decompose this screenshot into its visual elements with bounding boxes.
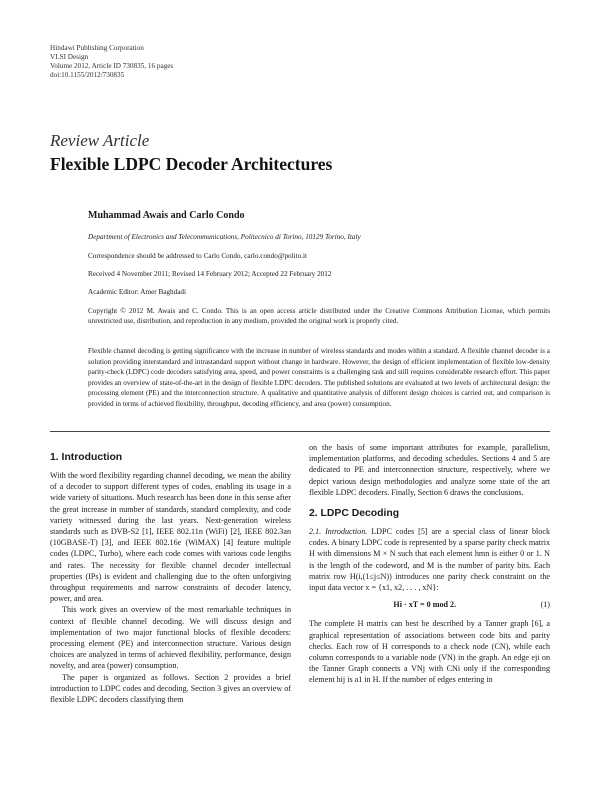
intro-paragraph-1: With the word flexibility regarding channel decoding, we mean the ability of a decoder to support different types of codes, enabling its usage in a wide variety of situations. Much research has been done in this sense after the great increase in number of standards, standard complexity, and code variety witnessed during the last years. Next-generation wireless standards such as DVB-S2 [1], IEEE 802.11n (WiFi) [2], IEEE 802.3an (10GBASE-T) [3], and IEEE 802.16e (WiMAX) [4] feature multiple codes (LDPC, Turbo), where each code comes with various code lengths and rates. The necessity for flexible channel decoder intellectual properties (IPs) is evident and challenging due to the often unforgiving throughput requirements and narrow constraints of decoder latency, power, and area. [50,471,291,604]
correspondence: Correspondence should be addressed to Carlo Condo, carlo.condo@polito.it [88,252,308,260]
ldpc-intro-text: LDPC codes [5] are a special class of linear block codes. A binary LDPC code is represented by a sparse parity check matrix H with dimensions M × N such that each element hmn is either 0 or 1. N is the length of the codeword, and M is the number of parity bits. Each matrix row H(i,(1≤j≤N)) introduces one parity check constraint on the input data vector x = {x1, x2, . . . , xN}: [309,527,550,593]
affiliation: Department of Electronics and Telecommunications, Politecnico di Torino, 10129 Torino, Italy [88,233,361,241]
intro-paragraph-3: The paper is organized as follows. Section 2 provides a brief introduction to LDPC codes and decoding. Section 3 gives an overview of flexible LDPC decoders classifying them [50,672,291,705]
author-list: Muhammad Awais and Carlo Condo [88,210,245,221]
paper-title: Flexible LDPC Decoder Architectures [50,154,333,174]
ldpc-intro-paragraph [309,526,550,593]
subsection-heading: 2.1. Introduction. [309,527,368,537]
volume-line: Volume 2012, Article ID 730835, 16 pages [50,62,174,70]
journal-name: VLSI Design [50,53,89,61]
publisher-line: Hindawi Publishing Corporation [50,44,144,52]
equation-number: (1) [540,600,550,610]
right-column [309,442,550,686]
academic-editor: Academic Editor: Amer Baghdadi [88,288,186,296]
equation-1 [309,599,550,610]
intro-paragraph-3-continued: on the basis of some important attributes for example, parallelism, implementation platforms, and decoding schedules. Sections 4 and 5 are dedicated to PE and interconnection structure, respectively, where we depict various design methodologies and analyze some state of the art flexible LDPC decoders. Finally, Section 6 draws the conclusions. [309,443,550,497]
received-dates: Received 4 November 2011; Revised 14 February 2012; Accepted 22 February 2012 [88,270,332,278]
abstract: Flexible channel decoding is getting significance with the increase in number of wireless standards and modes within a standard. A flexible channel decoder is a solution providing interstandard and intrastandard support without change in hardware. However, the design of efficient implementation of flexible low-density parity-check (LDPC) code decoders satisfying area, speed, and power constraints is a challenging task and still requires considerable research effort. This paper provides an overview of state-of-the-art in the design of flexible LDPC decoders. The published solutions are evaluated at two levels of architectural design: the processing element (PE) and the interconnection structure. A qualitative and quantitative analysis of different design choices is carried out, and comparison is provided in terms of achieved flexibility, throughput, decoding efficiency, and area (power) consumption. [88,347,550,408]
section-heading-ldpc-decoding: 2. LDPC Decoding [309,508,400,520]
intro-paragraph-2: This work gives an overview of the most remarkable techniques in context of flexible channel decoding. We will discuss design and implementation of two major functional blocks of flexible decoders: processing element (PE) and interconnection structure. Various design choices are analyzed in terms of achieved flexibility, performance, design novelty, and area (power) consumption. [50,605,291,671]
left-column [50,452,291,705]
section-heading-introduction: 1. Introduction [50,452,123,463]
copyright-notice: Copyright © 2012 M. Awais and C. Condo. This is an open access article distributed under the Creative Commons Attribution License, which permits unrestricted use, distribution, and reproduction in any medium, provided the original work is properly cited. [88,307,550,325]
equation-body: Hi · xT = 0 mod 2. [393,600,457,610]
section-divider [50,431,550,432]
article-type: Review Article [50,131,150,150]
tanner-graph-paragraph: The complete H matrix can best be described by a Tanner graph [6], a graphical representation of associations between code bits and parity checks. Each row of H corresponds to a check node (CN), while each column corresponds to a variable node (VN) in the graph. An edge eji on the Tanner Graph connects a VNj with CNi only if the corresponding element hij is a1 in H. If the number of edges entering in [309,619,550,685]
doi-line: doi:10.1155/2012/730835 [50,71,125,79]
journal-header [50,44,173,80]
